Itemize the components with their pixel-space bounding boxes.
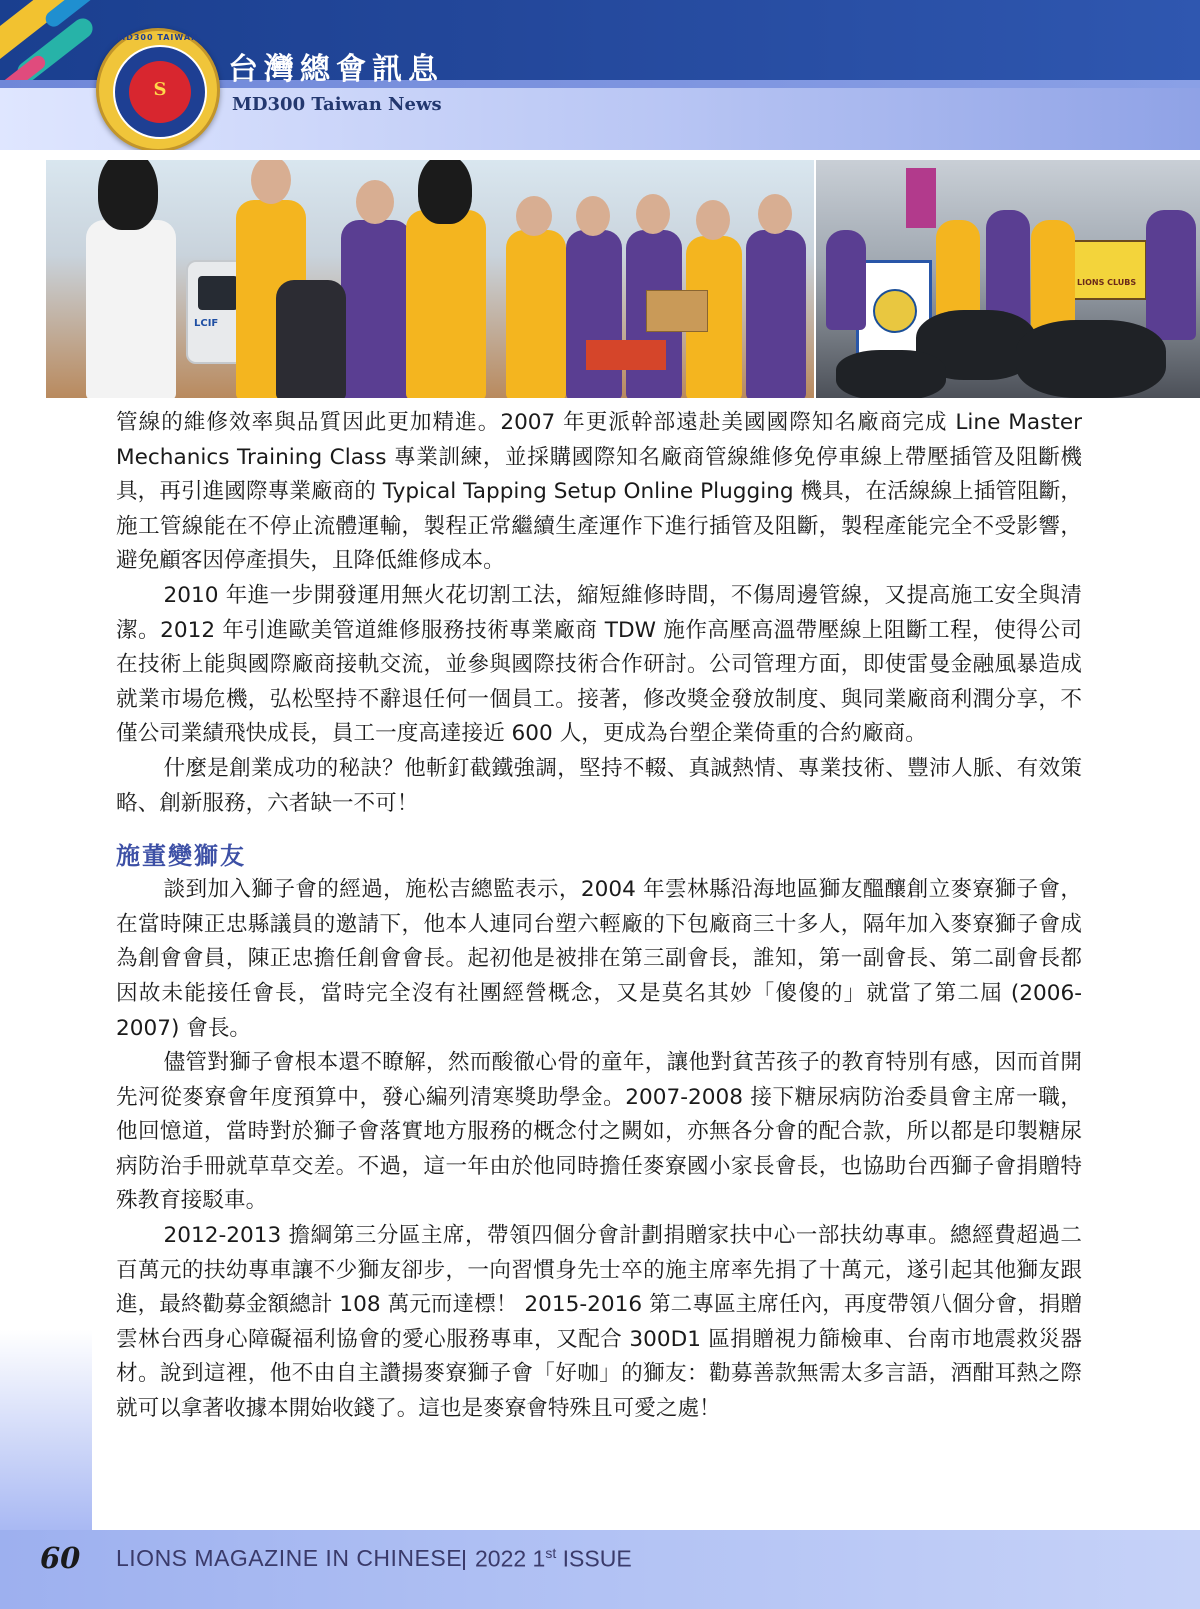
article-paragraph: 儘管對獅子會根本還不瞭解，然而酸徹心骨的童年，讓他對貧苦孩子的教育特別有感，因而首開先河從麥寮會年度預算中，發心編列清寒獎助學金。2007-2008 接下糖尿病防治委員會主席一職，他回憶道，當時對於獅子會落實地方服務的概念付之闕如，亦無各分會的配合款，所以都是印製糖尿病防治手冊就草草交差。不過，這一年由於他同時擔任麥寮國小家長會長，也協助台西獅子會捐贈特殊教育接駁車。 — [116, 1050, 1082, 1214]
logo-emblem: S — [153, 79, 167, 100]
club-flag-label: LIONS CLUBS — [1077, 278, 1137, 287]
section-title-english: MD300 Taiwan News — [232, 94, 442, 115]
lions-md300-logo — [96, 28, 220, 150]
photo-eye-screening-group — [46, 160, 814, 398]
article-paragraph: 談到加入獅子會的經過，施松吉總監表示，2004 年雲林縣沿海地區獅友醞釀創立麥寮獅子會，在當時陳正忠縣議員的邀請下，他本人連同台塑六輕廠的下包廠商三十多人，隔年加入麥寮獅子會成為創會會員，陳正忠擔任創會會長。起初他是被排在第三副會長，誰知，第一副會長、第二副會長都因故未能接任會長，當時完全沒有社團經營概念，又是莫名其妙「傻傻的」就當了第二屆 (2006-2007) 會長。 — [116, 877, 1082, 1041]
article-paragraph: 什麼是創業成功的秘訣？他斬釘截鐵強調，堅持不輟、真誠熱情、專業技術、豐沛人脈、有效策略、創新服務，六者缺一不可！ — [116, 755, 1082, 816]
person-volunteer — [566, 230, 622, 398]
decorative-strip — [0, 1330, 92, 1530]
gift-box — [646, 290, 708, 332]
person-volunteer — [1031, 220, 1075, 330]
section-subheading: 施董變獅友 — [116, 841, 246, 871]
article-paragraph: 2012-2013 擔綱第三分區主席，帶領四個分會計劃捐贈家扶中心一部扶幼專車。總經費超過二百萬元的扶幼專車讓不少獅友卻步，一向習慣身先士卒的施主席率先捐了十萬元，遂引起其他獅友跟進，最終勸募金額總計 108 萬元而達標！ 2015-2016 第二專區主席任內，再度帶領八個分會，捐贈雲林台西身心障礙福利協會的愛心服務專車，又配合 300D1 區捐贈視力篩檢車、台南市地震救災器材。說到這裡，他不由自主讚揚麥寮獅子會「好咖」的獅友：勸募善款無需太多言語，酒酣耳熱之際就可以拿著收據本開始收錢了。這也是麥寮會特殊且可愛之處！ — [116, 1223, 1083, 1422]
lions-pennant — [906, 168, 936, 228]
section-title-chinese: 台灣總會訊息 — [228, 52, 444, 87]
footer-separator — [463, 1550, 465, 1570]
trash-bags — [836, 350, 946, 398]
person-volunteer — [746, 230, 806, 398]
photo-beach-cleanup-group — [816, 160, 1200, 398]
person-volunteer — [506, 230, 566, 398]
article-body — [116, 406, 1082, 1427]
trash-bags — [1016, 320, 1166, 398]
lcif-label: LCIF — [194, 318, 219, 329]
magazine-title: LIONS MAGAZINE IN CHINESE — [116, 1545, 463, 1571]
person-volunteer — [406, 210, 486, 398]
person-doctor — [86, 220, 176, 398]
logo-ring-text: MD300 TAIWAN — [117, 33, 199, 42]
article-paragraph: 管線的維修效率與品質因此更加精進。2007 年更派幹部遠赴美國國際知名廠商完成 Line Master Mechanics Training Class 專業訓練，並採購國際知名廠商管線維修免停車線上帶壓插管及阻斷機具，再引進國際專業廠商的 Typical Tapping Setup Online Plugging 機具，在活線線上插管阻斷，施工管線能在不停止流體運輸，製程正常繼續生產運作下進行插管及阻斷，製程產能完全不受影響，避免顧客因停產損失，且降低維修成本。 — [116, 410, 1082, 574]
person-patient — [276, 280, 346, 398]
person-volunteer — [826, 230, 866, 330]
page-number: 60 — [40, 1541, 81, 1575]
magazine-issue: 2022 1st ISSUE — [475, 1545, 632, 1572]
person-volunteer — [1146, 210, 1196, 340]
club-flag — [1071, 240, 1147, 300]
person-volunteer — [341, 220, 411, 398]
gift-basket — [586, 340, 666, 370]
article-paragraph: 2010 年進一步開發運用無火花切割工法，縮短維修時間，不傷周邊管線，又提高施工安全與清潔。2012 年引進歐美管道維修服務技術專業廠商 TDW 施作高壓高溫帶壓線上阻斷工程，使得公司在技術上能與國際廠商接軌交流，並參與國際技術合作研討。公司管理方面，即使雷曼金融風暴造成就業市場危機，弘松堅持不辭退任何一個員工。接著，修改獎金發放制度、與同業廠商利潤分享，不僅公司業績飛快成長，員工一度高達接近 600 人，更成為台塑企業倚重的合約廠商。 — [116, 582, 1082, 747]
page-header — [0, 0, 1200, 150]
